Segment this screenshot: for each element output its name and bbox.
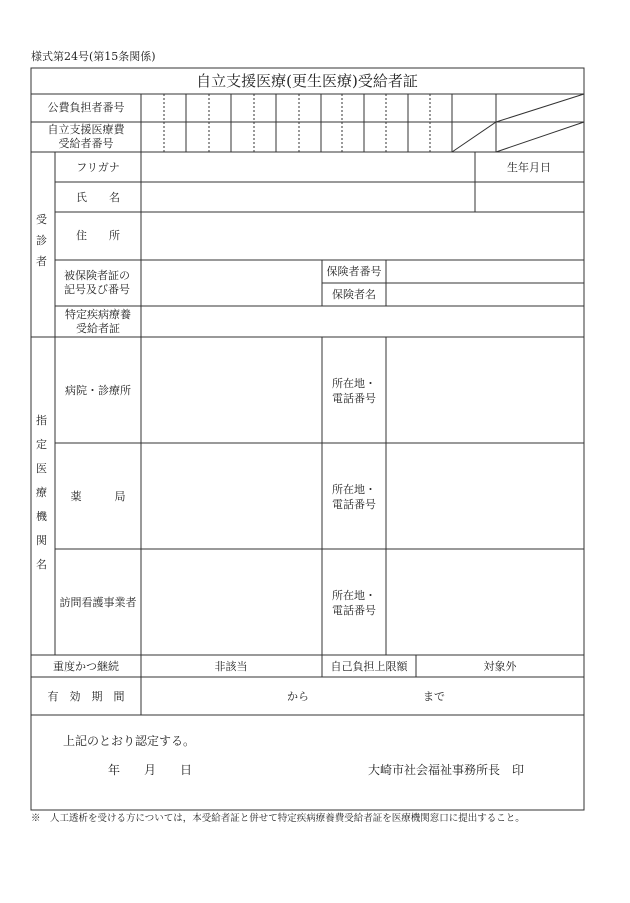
copay-limit-value: 対象外: [483, 660, 517, 673]
name-label: 氏 名: [76, 191, 120, 204]
insurer-number-label: 保険者番号: [326, 265, 382, 278]
patient-section-label: 受 診 者: [36, 213, 47, 268]
form-number: 様式第24号(第15条関係): [31, 50, 156, 63]
furigana-label: フリガナ: [76, 161, 120, 174]
pharmacy-location-label-2: 電話番号: [332, 498, 376, 511]
validity-until: まで: [423, 690, 445, 703]
certification-date: 年 月 日: [108, 763, 193, 777]
public-burden-label: 公費負担者番号: [47, 101, 125, 114]
nursing-provider-label: 訪問看護事業者: [59, 596, 137, 609]
nursing-location-label-1: 所在地・: [332, 589, 376, 602]
insurer-name-label: 保険者名: [332, 288, 376, 301]
issuer-name: 大崎市社会福祉事務所長 印: [368, 763, 525, 777]
birthdate-label: 生年月日: [507, 161, 551, 174]
validity-label: 有 効 期 間: [47, 690, 125, 703]
recipient-number-label-1: 自立支援医療費: [47, 123, 125, 136]
severe-continuing-label: 重度かつ継続: [53, 660, 119, 673]
copay-limit-label: 自己負担上限額: [330, 660, 408, 673]
page-title: 自立支援医療(更生医療)受給者証: [196, 72, 418, 90]
validity-from: から: [287, 690, 309, 703]
footnote: ※ 人工透析を受ける方については，本受給者証と併せて特定疾病療養費受給者証を医療機関窓口に提出すること。: [31, 813, 525, 824]
specified-disease-label-1: 特定疾病療養: [65, 308, 131, 321]
nursing-location-label-2: 電話番号: [332, 604, 376, 617]
institution-section-label: 指 定 医 療 機 関 名: [36, 414, 47, 571]
hospital-label: 病院・診療所: [65, 384, 131, 397]
hospital-location-label-1: 所在地・: [332, 377, 376, 390]
severe-continuing-value: 非該当: [214, 660, 248, 673]
specified-disease-label-2: 受給者証: [76, 322, 120, 335]
certification-statement: 上記のとおり認定する。: [63, 734, 196, 748]
pharmacy-label: 薬 局: [70, 490, 126, 503]
hospital-location-label-2: 電話番号: [332, 392, 376, 405]
insurance-card-label-2: 記号及び番号: [64, 283, 130, 296]
pharmacy-location-label-1: 所在地・: [332, 483, 376, 496]
address-label: 住 所: [76, 229, 120, 242]
recipient-number-label-2: 受給者番号: [58, 137, 114, 150]
insurance-card-label-1: 被保険者証の: [64, 269, 130, 282]
